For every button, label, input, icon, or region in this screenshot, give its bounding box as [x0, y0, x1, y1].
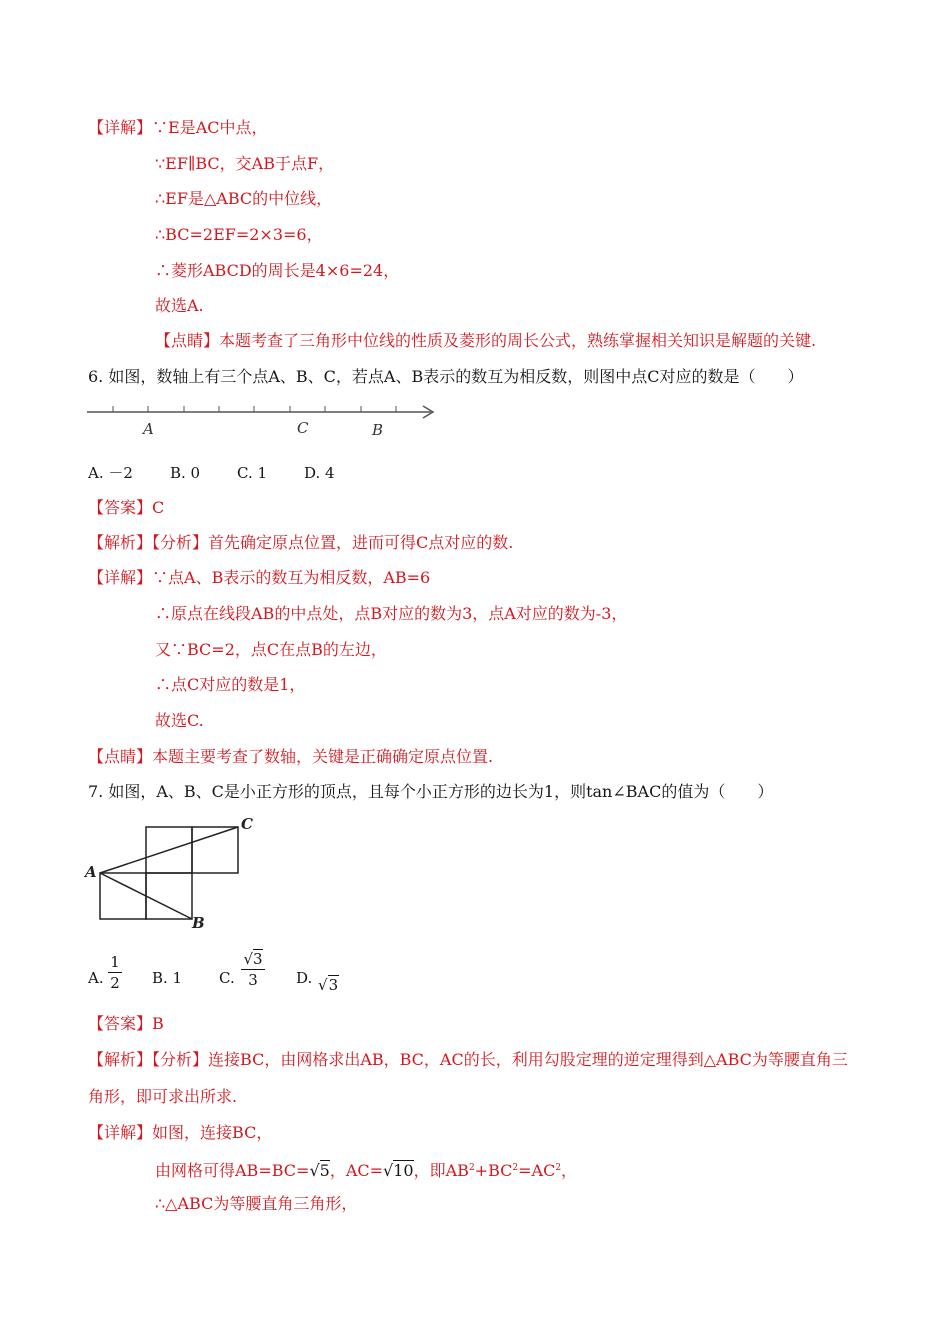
vertex-b-label: B: [192, 914, 205, 932]
q7-analysis-continued: 角形，即可求出所求.: [88, 1087, 238, 1106]
q7-analysis-tag: 【解析】: [88, 1050, 153, 1069]
q5-comment-tag: 【点睛】: [155, 331, 220, 350]
text-segment: ，AC=: [329, 1161, 384, 1180]
q7-analysis-text: 【分析】连接BC，由网格求出AB，BC，AC的长，利用勾股定理的逆定理得到△ABC为等腰直角三: [152, 1050, 848, 1069]
point-a-label: A: [143, 420, 154, 438]
q6-detail-line-3: 又∵BC=2，点C在点B的左边，: [155, 640, 387, 659]
sqrt-symbol: √10: [383, 1161, 414, 1180]
q7-answer-value: B: [152, 1014, 164, 1033]
q6-number-line-figure: [85, 400, 445, 445]
q7-option-b: B. 1: [152, 969, 183, 987]
q7-detail-text: 如图，连接BC，: [152, 1123, 273, 1142]
q7-grid-figure: [82, 815, 262, 935]
q5-detail-line-6: 故选A.: [155, 296, 204, 315]
q5-detail-line-4: ∴BC=2EF=2×3=6，: [155, 225, 323, 244]
q5-detail-line-2: ∵EF∥BC，交AB于点F，: [155, 154, 335, 173]
q7-analysis: [88, 1050, 848, 1070]
q7-option-c-fraction: [241, 950, 265, 989]
fraction-numerator: 1: [110, 953, 120, 971]
text-segment: +BC: [474, 1161, 513, 1180]
fraction-denominator: 2: [110, 974, 120, 992]
sqrt-symbol: √5: [309, 1161, 330, 1180]
q6-option-c: C. 1: [237, 464, 268, 482]
q7-answer: [88, 1014, 164, 1034]
text-segment: ，即AB: [413, 1161, 469, 1180]
q5-detail-line-3: ∴EF是△ABC的中位线，: [155, 189, 333, 208]
superscript: 2: [555, 1163, 562, 1173]
q5-detail-line-5: ∴菱形ABCD的周长是4×6=24，: [155, 261, 400, 280]
q7-option-c-prefix: C.: [219, 969, 235, 987]
q7-detail-line-2: [155, 1158, 577, 1181]
q5-detail-text: ∵E是AC中点，: [152, 118, 268, 137]
q6-stem: 6. 如图，数轴上有三个点A、B、C，若点A、B表示的数互为相反数，则图中点C对应的数是（ ）: [88, 367, 804, 386]
q7-option-d-sqrt: √3: [318, 976, 339, 994]
q6-answer-tag: 【答案】: [88, 498, 153, 517]
q7-detail-tag: 【详解】: [88, 1123, 153, 1142]
q7-option-a-prefix: A.: [88, 969, 104, 987]
q6-analysis-text: 【分析】首先确定原点位置，进而可得C点对应的数.: [152, 533, 514, 552]
q6-detail-text: ∵点A、B表示的数互为相反数，AB=6: [152, 568, 431, 587]
point-b-label: B: [372, 421, 384, 439]
text-segment: 由网格可得AB=BC=: [155, 1161, 310, 1180]
superscript: 2: [512, 1163, 519, 1173]
q6-detail-line-4: ∴点C对应的数是1，: [155, 675, 306, 694]
q7-detail-line-1: [88, 1123, 272, 1143]
q6-detail-line-1: [88, 568, 430, 588]
q6-option-a: A. －2: [88, 464, 133, 482]
q7-answer-tag: 【答案】: [88, 1014, 153, 1033]
vertex-a-label: A: [85, 863, 97, 881]
fraction-bar: [108, 972, 122, 973]
q7-stem: 7. 如图，A、B、C是小正方形的顶点，且每个小正方形的边长为1，则tan∠BAC的值为（ ）: [88, 782, 774, 801]
q6-analysis: [88, 533, 513, 553]
q7-option-d-prefix: D.: [296, 969, 313, 987]
fraction-numerator: √3: [243, 950, 263, 968]
fraction-denominator: 3: [248, 971, 258, 989]
q6-detail-line-2: ∴原点在线段AB的中点处，点B对应的数为3，点A对应的数为-3，: [155, 604, 628, 623]
q6-option-b: B. 0: [170, 464, 201, 482]
text-segment: =AC: [518, 1161, 556, 1180]
q6-comment-text: 本题主要考查了数轴，关键是正确确定原点位置.: [152, 747, 494, 766]
vertex-c-label: C: [241, 815, 253, 833]
point-c-label: C: [297, 419, 309, 437]
sqrt-radicand: 5: [319, 1161, 330, 1180]
q6-detail-tag: 【详解】: [88, 568, 153, 587]
q5-detail-tag: 【详解】: [88, 118, 153, 137]
q7-option-a-fraction: [108, 953, 122, 992]
number-line-ticks: [113, 406, 396, 412]
q6-comment: [88, 747, 493, 767]
sqrt-radicand: 10: [393, 1161, 414, 1180]
grid-squares: [100, 827, 238, 919]
q5-detail-line-1: [88, 118, 268, 138]
q6-comment-tag: 【点睛】: [88, 747, 153, 766]
q6-analysis-tag: 【解析】: [88, 533, 153, 552]
q6-answer-value: C: [152, 498, 165, 517]
text-segment: ，: [561, 1161, 578, 1180]
q6-answer: [88, 498, 164, 518]
superscript: 2: [468, 1163, 475, 1173]
fraction-bar: [241, 969, 265, 970]
q6-option-d: D. 4: [304, 464, 335, 482]
q5-comment: [155, 331, 816, 351]
q6-detail-line-5: 故选C.: [155, 711, 204, 730]
q5-comment-text: 本题考查了三角形中位线的性质及菱形的周长公式，熟练掌握相关知识是解题的关键.: [219, 331, 817, 350]
q7-detail-line-3: ∴△ABC为等腰直角三角形，: [155, 1194, 358, 1213]
